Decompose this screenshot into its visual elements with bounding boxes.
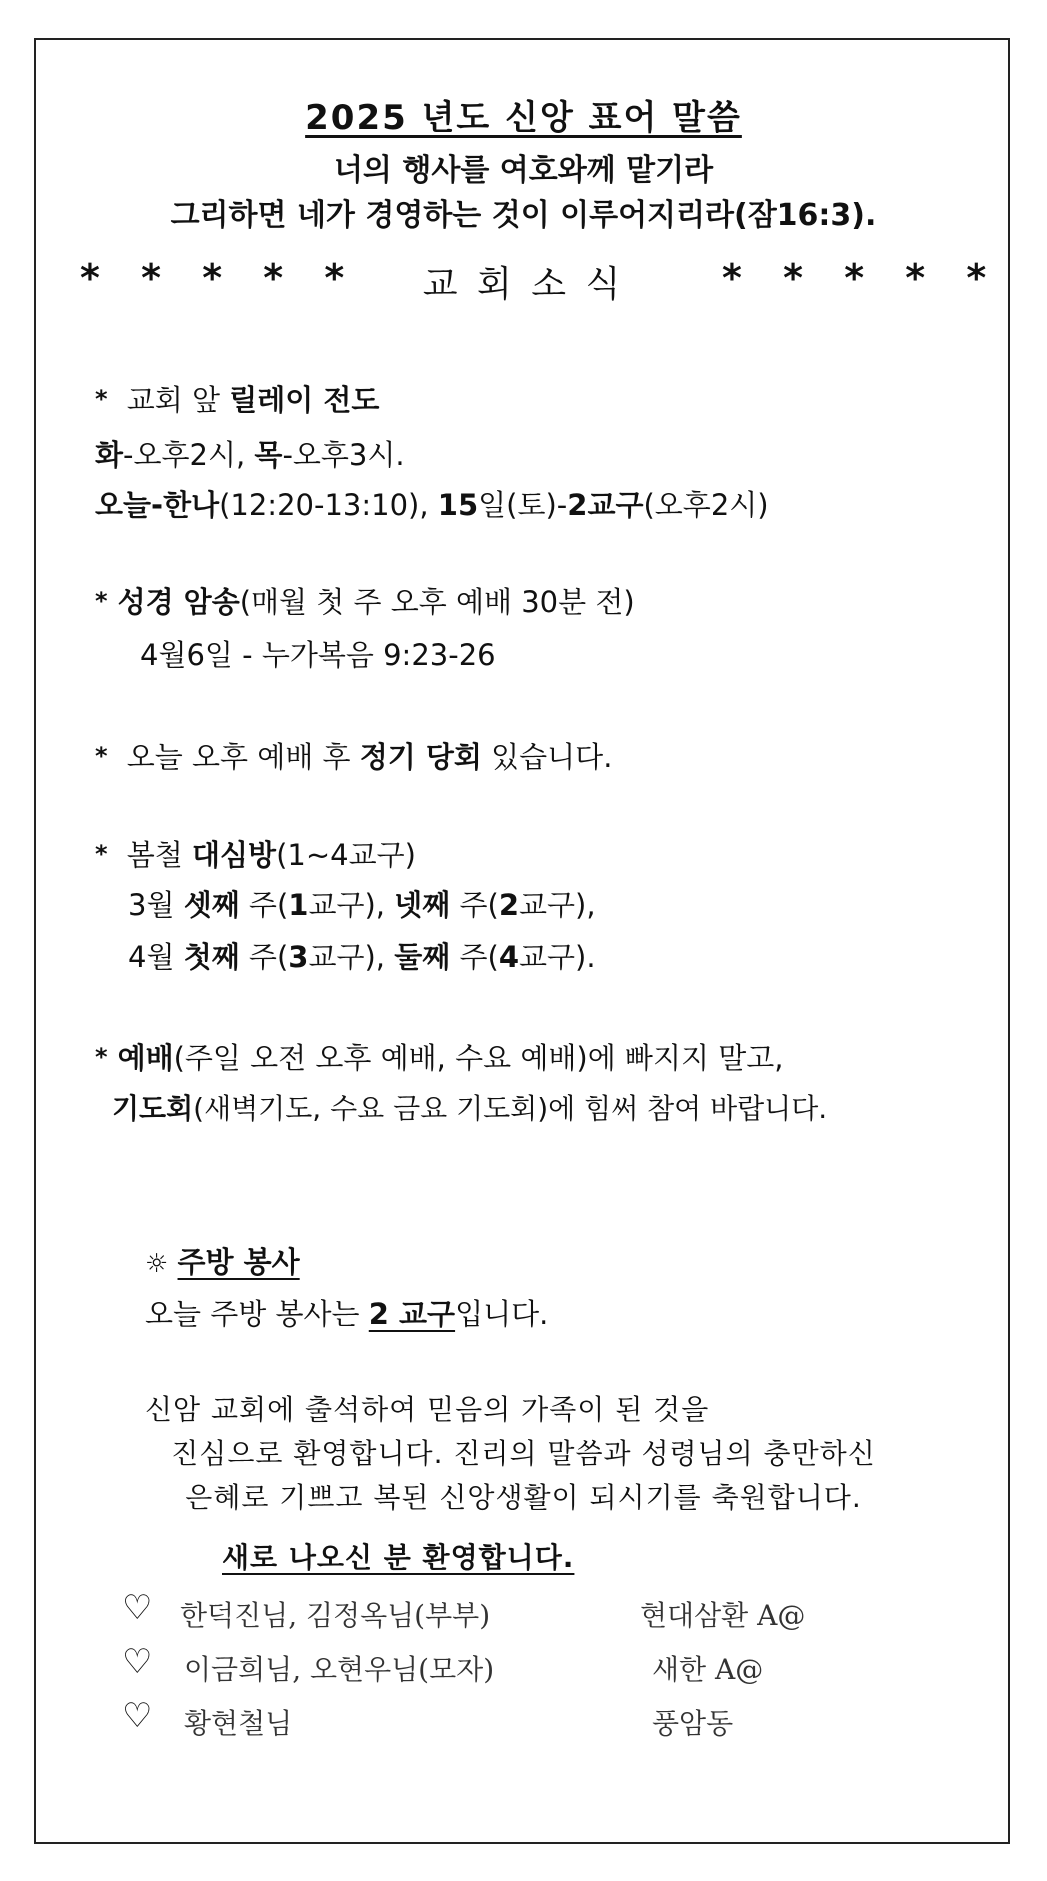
worship-line2: 기도회(새벽기도, 수요 금요 기도회)에 힘써 참여 바랍니다. [112,1092,828,1125]
newcomer-name: 이금희님, 오현우님(모자) [184,1653,495,1686]
bible-line2: 4월6일 - 누가복음 9:23-26 [140,638,496,672]
welcome-line2: 진심으로 환영합니다. 진리의 말씀과 성령님의 충만하신 [171,1437,876,1470]
heart-icon: ♡ [122,1696,153,1736]
relay-line1: * 교회 앞 릴레이 전도 [95,383,380,417]
newcomer-row [122,1642,152,1682]
bullet-icon: * [95,742,108,770]
kitchen-line: 오늘 주방 봉사는 2 교구입니다. [145,1297,549,1331]
news-heading-stars-left: * * * * * [80,256,359,300]
bullet-icon: * [95,385,108,413]
newcomer-row [122,1696,152,1736]
relay-line2: 화-오후2시, 목-오후3시. [95,438,405,472]
meeting-line: * 오늘 오후 예배 후 정기 당회 있습니다. [95,740,613,774]
motto-verse-line1: 너의 행사를 여호와께 맡기라 [333,153,714,188]
motto-title: 2025 년도 신앙 표어 말씀 [305,98,742,138]
motto-verse-line2: 그리하면 네가 경영하는 것이 이루어지리라(잠16:3). [170,198,877,233]
visit-line1: * 봄철 대심방(1~4교구) [95,838,416,872]
bullet-icon: * [95,587,108,615]
bible-line1: * 성경 암송(매월 첫 주 오후 예배 30분 전) [95,585,635,619]
visit-line2: 3월 셋째 주(1교구), 넷째 주(2교구), [128,888,596,922]
newcomer-heading: 새로 나오신 분 환영합니다. [222,1541,575,1574]
newcomer-location: 새한 A@ [652,1653,764,1686]
relay-line3: 오늘-한나(12:20-13:10), 15일(토)-2교구(오후2시) [95,488,769,522]
heart-icon: ♡ [122,1588,153,1628]
newcomer-row [122,1588,152,1628]
welcome-line3: 은혜로 기쁘고 복된 신앙생활이 되시기를 축원합니다. [185,1481,862,1514]
sun-icon: ☼ [145,1249,169,1279]
worship-line1: * 예배(주일 오전 오후 예배, 수요 예배)에 빠지지 말고, [95,1041,784,1075]
welcome-line1: 신암 교회에 출석하여 믿음의 가족이 된 것을 [145,1393,710,1426]
newcomer-location: 현대삼환 A@ [640,1599,806,1632]
bullet-icon: * [95,1043,108,1071]
kitchen-title: ☼ 주방 봉사 [145,1245,300,1279]
news-heading-stars-right: * * * * * [722,256,1001,300]
heart-icon: ♡ [122,1642,153,1682]
newcomer-name: 한덕진님, 김정옥님(부부) [180,1599,491,1632]
newcomer-name: 황현철님 [184,1707,293,1740]
bullet-icon: * [95,840,108,868]
newcomer-location: 풍암동 [652,1707,734,1740]
visit-line3: 4월 첫째 주(3교구), 둘째 주(4교구). [128,940,596,974]
news-heading: 교 회 소 식 [422,264,625,305]
